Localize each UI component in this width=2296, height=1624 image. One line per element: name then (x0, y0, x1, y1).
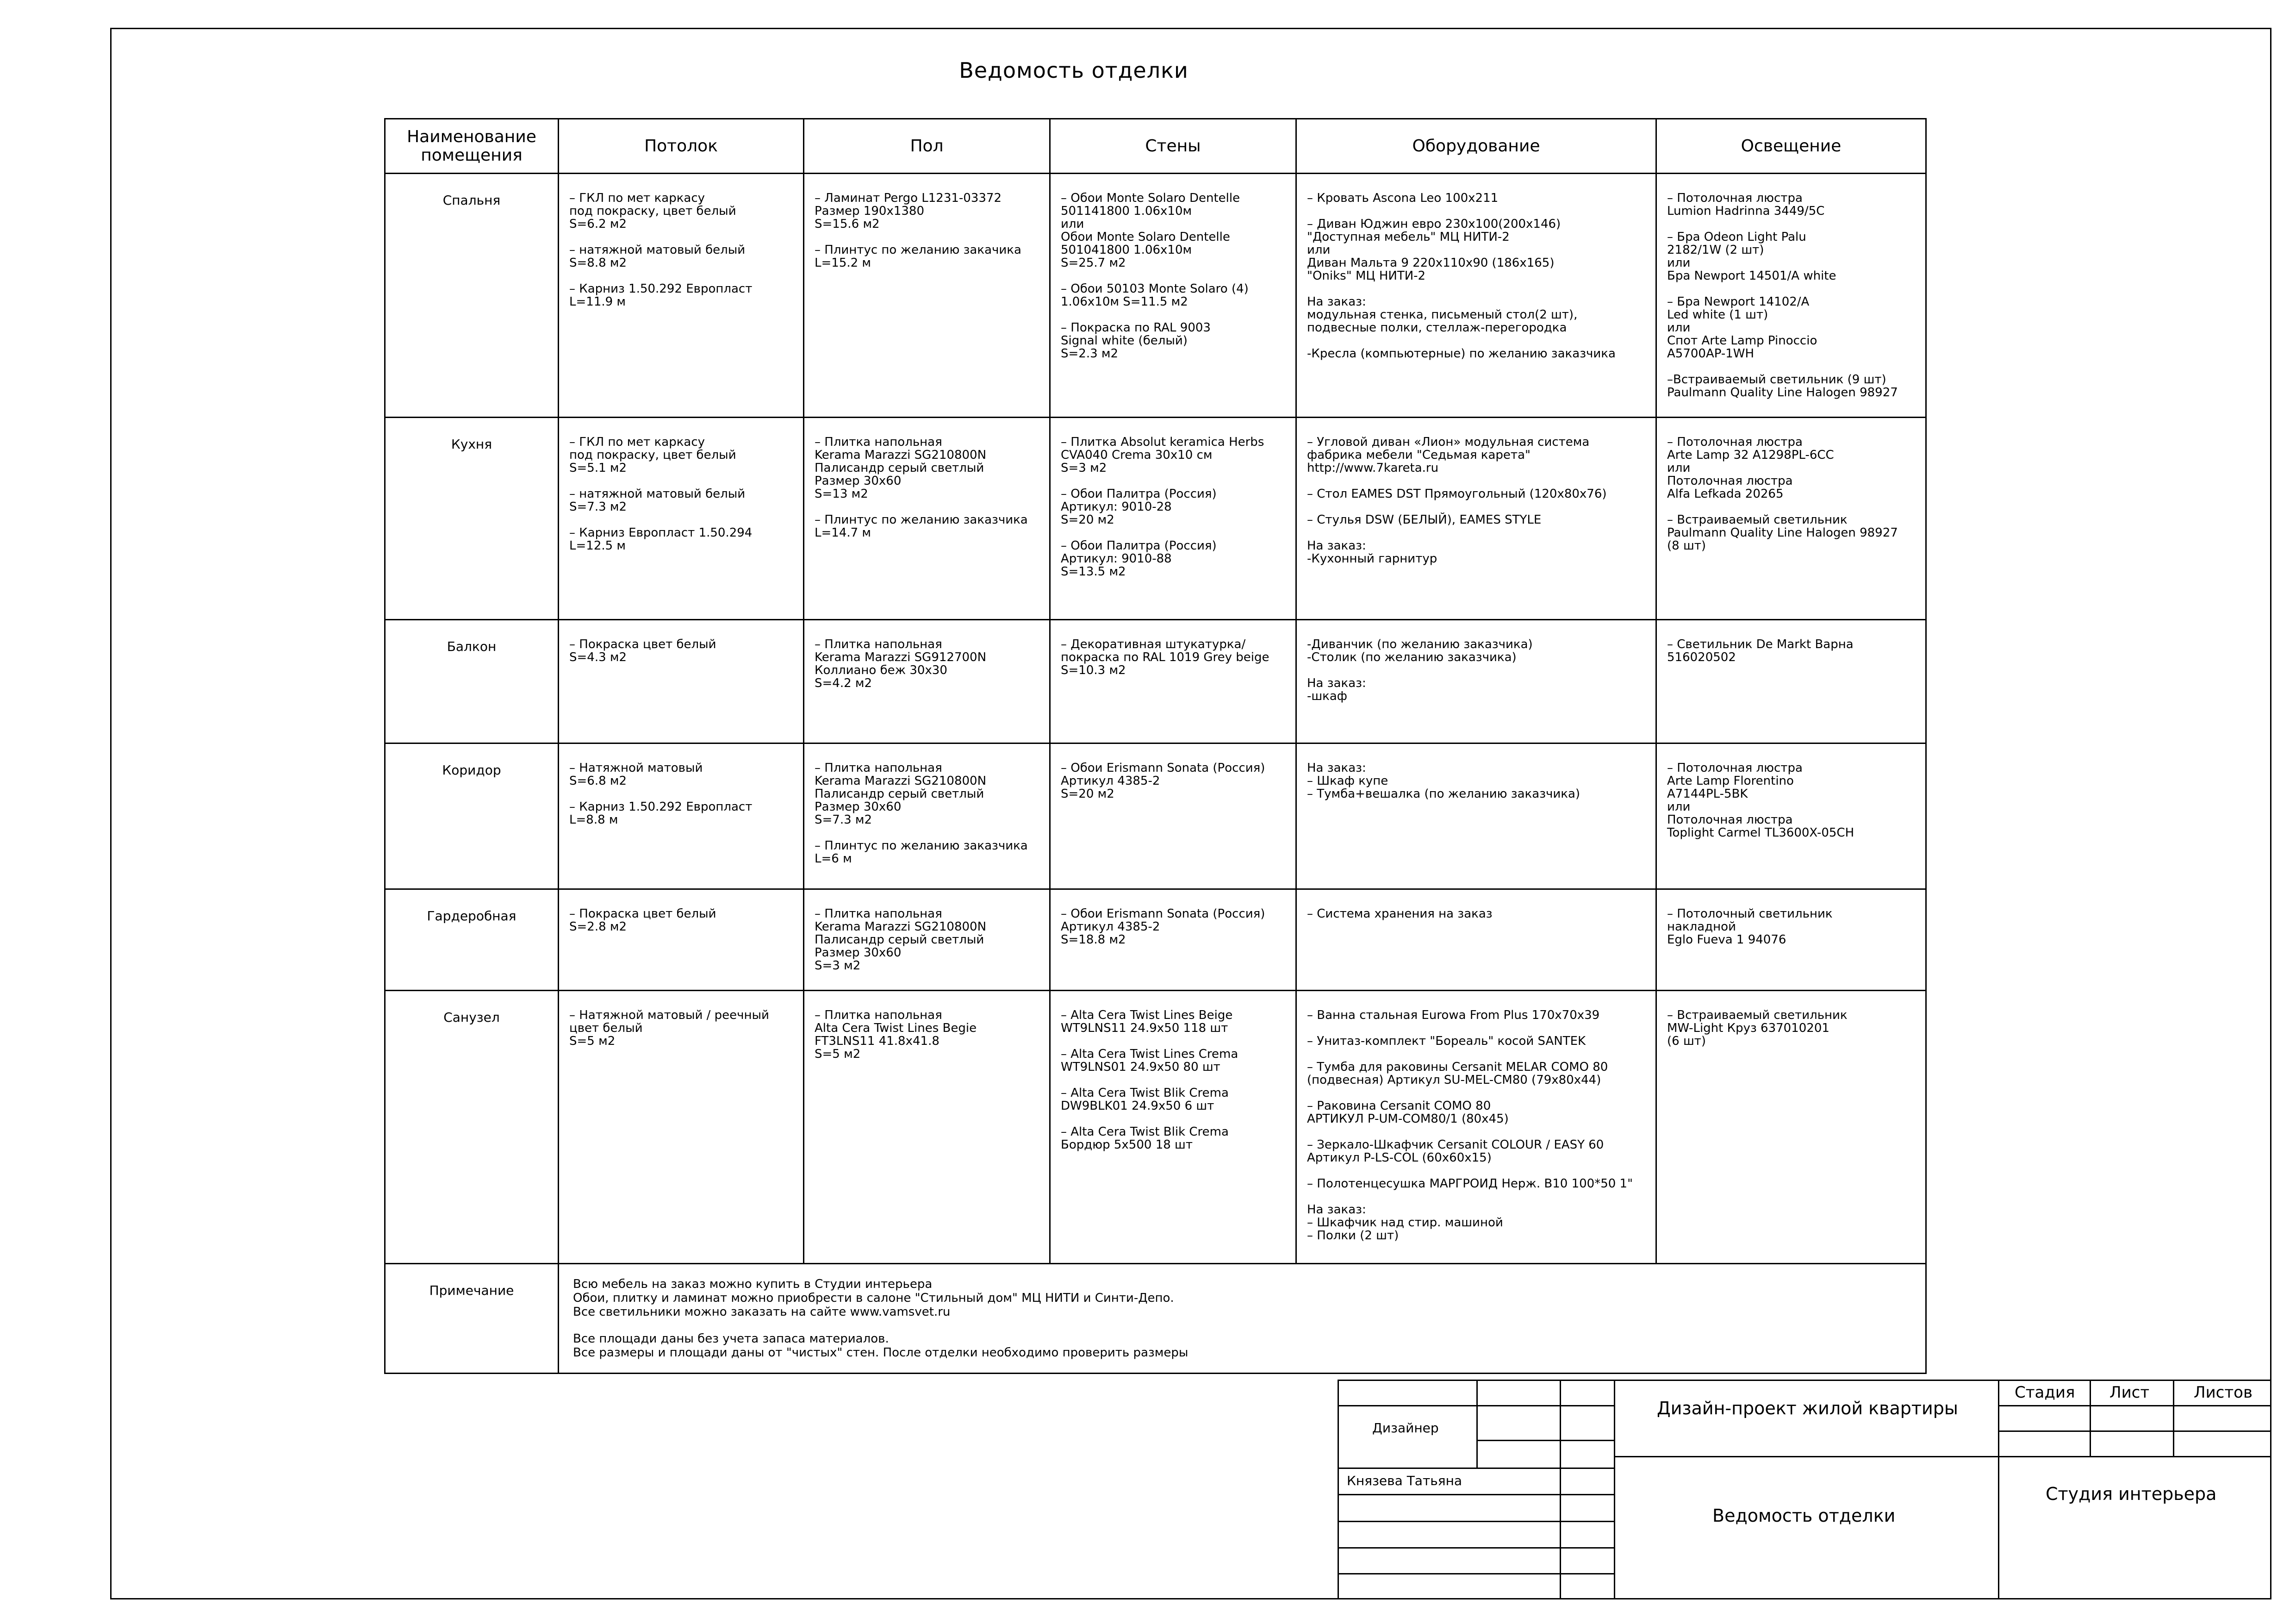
room-name: Кухня (385, 418, 559, 620)
project-name: Дизайн-проект жилой квартиры (1657, 1398, 1958, 1418)
walls-item: – Alta Cera Twist Lines Crema WT9LNS01 24.9х50 80 шт (1061, 1047, 1238, 1074)
equipment-item: На заказ: – Шкаф купе – Тумба+вешалка (по желанию заказчика) (1307, 761, 1580, 801)
room-name: Балкон (385, 620, 559, 743)
ceiling-cell (559, 418, 804, 620)
header-lighting: Освещение (1656, 119, 1926, 174)
walls-item: – Обои Erismann Sonata (Россия) Артикул 4385-2 S=18.8 м2 (1061, 907, 1265, 947)
floor-item: – Плитка напольная Kerama Marazzi SG210800N Палисандр серый светлый Размер 30х60 S=7.3 м2 (815, 761, 987, 827)
walls-item: – Покраска по RAL 9003 Signal white (белый) S=2.3 м2 (1061, 321, 1211, 361)
equipment-item: – Раковина Cersanit COMO 80 АРТИКУЛ P-UM-COM80/1 (80х45) (1307, 1099, 1509, 1126)
floor-item: – Ламинат Pergo L1231-03372 Размер 190х1380 S=15.6 м2 (815, 191, 1002, 231)
ceiling-cell (559, 889, 804, 991)
ceiling-cell (559, 743, 804, 889)
equipment-item: – Угловой диван «Лион» модульная система фабрика мебели "Седьмая карета" http://www.7kareta.ru (1307, 435, 1590, 475)
equipment-item: -Диванчик (по желанию заказчика) -Столик (по желанию заказчика) (1307, 637, 1533, 664)
ceiling-item: – Покраска цвет белый S=2.8 м2 (569, 907, 716, 934)
designer-name: Князева Татьяна (1347, 1473, 1462, 1488)
lighting-cell (1656, 418, 1926, 620)
equipment-item: – Зеркало-Шкафчик Cersanit COLOUR / EASY 60 Артикул P-LS-COL (60х60х15) (1307, 1138, 1604, 1165)
lighting-cell (1656, 889, 1926, 991)
table-header-row (385, 119, 1926, 174)
walls-item: – Alta Cera Twist Blik Crema DW9BLK01 24.9х50 6 шт (1061, 1086, 1229, 1113)
table-row (385, 418, 1926, 620)
designer-role: Дизайнер (1372, 1420, 1439, 1436)
equipment-item: На заказ: – Шкафчик над стир. машиной – Полки (2 шт) (1307, 1203, 1503, 1243)
floor-cell (804, 743, 1050, 889)
ceiling-cell (559, 174, 804, 418)
lighting-item: – Бра Odeon Light Palu 2182/1W (2 шт) или Бра Newport 14501/A white (1667, 230, 1836, 283)
walls-item: – Обои 50103 Monte Solaro (4) 1.06х10м S=11.5 м2 (1061, 282, 1249, 309)
walls-item: – Плитка Absolut keramica Herbs CVA040 Crema 30х10 см S=3 м2 (1061, 435, 1264, 475)
ceiling-item: – Карниз Европласт 1.50.294 L=12.5 м (569, 526, 753, 553)
lighting-cell (1656, 743, 1926, 889)
equipment-item: – Стулья DSW (БЕЛЫЙ), EAMES STYLE (1307, 513, 1542, 527)
equipment-item: – Унитаз-комплект "Бореаль" косой SANTEK (1307, 1034, 1586, 1048)
floor-item: – Плитка напольная Kerama Marazzi SG912700N Коллиано беж 30х30 S=4.2 м2 (815, 637, 987, 690)
table-row (385, 743, 1926, 889)
title-block (1338, 1380, 2271, 1599)
header-room: Наименование помещения (385, 119, 559, 174)
walls-item: – Alta Cera Twist Blik Crema Бордюр 5х500 18 шт (1061, 1125, 1229, 1152)
ceiling-item: – Покраска цвет белый S=4.3 м2 (569, 637, 716, 664)
equipment-item: – Тумба для раковины Cersanit MELAR COMO 80 (подвесная) Артикул SU-MEL-CM80 (79х80х44) (1307, 1060, 1608, 1087)
note-row (385, 1264, 1926, 1374)
lighting-item: – Потолочная люстра Arte Lamp Florentino A7144PL-5BK или Потолочная люстра Toplight Carmel TL3600X-05CH (1667, 761, 1854, 840)
ceiling-cell (559, 991, 804, 1264)
lighting-item: – Встраиваемый светильник Paulmann Quality Line Halogen 98927 (8 шт) (1667, 513, 1898, 553)
studio-name: Студия интерьера (2046, 1484, 2217, 1504)
lighting-cell (1656, 620, 1926, 743)
table-row (385, 174, 1926, 418)
ceiling-item: – ГКЛ по мет каркасу под покраску, цвет белый S=6.2 м2 (569, 191, 736, 231)
equipment-item: На заказ: -Кухонный гарнитур (1307, 539, 1437, 566)
lighting-item: – Бра Newport 14102/A Led white (1 шт) или Спот Arte Lamp Pinoccio A5700AP-1WH (1667, 295, 1817, 361)
equipment-cell (1296, 991, 1656, 1264)
note-text-2: Все площади даны без учета запаса материалов. Все размеры и площади даны от "чистых" стен. После отделки необходимо проверить размеры (573, 1332, 1188, 1360)
floor-item: – Плитка напольная Kerama Marazzi SG210800N Палисандр серый светлый Размер 30х60 S=13 м2 (815, 435, 987, 501)
floor-item: – Плинтус по желанию закачика L=15.2 м (815, 243, 1021, 270)
table-row (385, 620, 1926, 743)
walls-item: – Обои Erismann Sonata (Россия) Артикул 4385-2 S=20 м2 (1061, 761, 1265, 801)
walls-item: – Обои Палитра (Россия) Артикул: 9010-88 S=13.5 м2 (1061, 539, 1217, 579)
sheets-label: Листов (2194, 1383, 2253, 1402)
walls-cell (1050, 889, 1296, 991)
equipment-item: – Диван Юджин евро 230х100(200х146) "Доступная мебель" МЦ НИТИ-2 или Диван Мальта 9 220х110х90 (186х165) "Oniks" МЦ НИТИ-2 (1307, 217, 1561, 283)
floor-item: – Плитка напольная Kerama Marazzi SG210800N Палисандр серый светлый Размер 30х60 S=3 м2 (815, 907, 987, 973)
room-name: Спальня (385, 174, 559, 418)
ceiling-item: – Натяжной матовый S=6.8 м2 (569, 761, 703, 788)
ceiling-item: – натяжной матовый белый S=8.8 м2 (569, 243, 746, 270)
equipment-item: На заказ: -шкаф (1307, 676, 1366, 703)
equipment-cell (1296, 743, 1656, 889)
table-row (385, 991, 1926, 1264)
equipment-item: – Полотенцесушка МАРГРОИД Нерж. В10 100*50 1" (1307, 1177, 1633, 1191)
table-row (385, 889, 1926, 991)
floor-cell (804, 889, 1050, 991)
header-walls: Стены (1050, 119, 1296, 174)
equipment-cell (1296, 889, 1656, 991)
page-title: Ведомость отделки (959, 58, 1188, 83)
lighting-item: – Потолочный светильник накладной Eglo Fueva 1 94076 (1667, 907, 1833, 947)
note-label: Примечание (385, 1264, 559, 1374)
walls-item: – Декоративная штукатурка/ покраска по RAL 1019 Grey beige S=10.3 м2 (1061, 637, 1269, 677)
ceiling-item: – Карниз 1.50.292 Европласт L=8.8 м (569, 800, 753, 827)
equipment-item: – Система хранения на заказ (1307, 907, 1493, 921)
walls-item: – Обои Палитра (Россия) Артикул: 9010-28 S=20 м2 (1061, 487, 1217, 527)
equipment-item: – Стол EAMES DST Прямоугольный (120х80х76) (1307, 487, 1607, 501)
equipment-item: – Ванна стальная Eurowa From Plus 170х70х39 (1307, 1008, 1600, 1022)
equipment-cell (1296, 418, 1656, 620)
stage-label: Стадия (2015, 1383, 2075, 1402)
room-name: Гардеробная (385, 889, 559, 991)
ceiling-cell (559, 620, 804, 743)
header-floor: Пол (804, 119, 1050, 174)
equipment-cell (1296, 620, 1656, 743)
note-cell (559, 1264, 1926, 1374)
lighting-item: – Потолочная люстра Lumion Hadrinna 3449/5C (1667, 191, 1825, 218)
equipment-item: – Кровать Ascona Leo 100х211 (1307, 191, 1499, 205)
equipment-cell (1296, 174, 1656, 418)
ceiling-item: – ГКЛ по мет каркасу под покраску, цвет белый S=5.1 м2 (569, 435, 736, 475)
ceiling-item: – натяжной матовый белый S=7.3 м2 (569, 487, 746, 514)
header-equipment: Оборудование (1296, 119, 1656, 174)
ceiling-item: – Натяжной матовый / реечный цвет белый S=5 м2 (569, 1008, 769, 1048)
finish-schedule-table (384, 118, 1927, 1374)
walls-item: – Alta Cera Twist Lines Beige WT9LNS11 24.9х50 118 шт (1061, 1008, 1233, 1035)
lighting-cell (1656, 991, 1926, 1264)
lighting-item: – Светильник De Markt Варна 516020502 (1667, 637, 1854, 664)
header-ceiling: Потолок (559, 119, 804, 174)
sheet-label: Лист (2109, 1383, 2150, 1402)
room-name: Санузел (385, 991, 559, 1264)
ceiling-item: – Карниз 1.50.292 Европласт L=11.9 м (569, 282, 753, 309)
walls-cell (1050, 174, 1296, 418)
floor-cell (804, 174, 1050, 418)
sheet-name: Ведомость отделки (1712, 1505, 1896, 1526)
lighting-item: – Потолочная люстра Arte Lamp 32 A1298PL-6CC или Потолочная люстра Alfa Lefkada 20265 (1667, 435, 1834, 501)
equipment-item: -Кресла (компьютерные) по желанию заказчика (1307, 347, 1616, 361)
equipment-item: На заказ: модульная стенка, письменый стол(2 шт), подвесные полки, стеллаж-перегородка (1307, 295, 1578, 335)
walls-cell (1050, 620, 1296, 743)
lighting-item: – Встраиваемый светильник MW-Light Круз 637010201 (6 шт) (1667, 1008, 1848, 1048)
floor-item: – Плинтус по желанию заказчика L=6 м (815, 839, 1028, 866)
floor-cell (804, 620, 1050, 743)
walls-cell (1050, 991, 1296, 1264)
lighting-item: –Встраиваемый светильник (9 шт) Paulmann Quality Line Halogen 98927 (1667, 373, 1898, 400)
walls-cell (1050, 418, 1296, 620)
floor-cell (804, 991, 1050, 1264)
walls-item: – Обои Monte Solaro Dentelle 501141800 1.06х10м или Обои Monte Solaro Dentelle 501041800 1.06х10м S=25.7 м2 (1061, 191, 1240, 270)
note-text-1: Всю мебель на заказ можно купить в Студии интерьера Обои, плитку и ламинат можно приобрести в салоне "Стильный дом" МЦ НИТИ и Синти-Депо. Все светильники можно заказать на сайте www.vamsvet.ru (573, 1277, 1174, 1319)
walls-cell (1050, 743, 1296, 889)
floor-item: – Плинтус по желанию заказчика L=14.7 м (815, 513, 1028, 540)
lighting-cell (1656, 174, 1926, 418)
floor-item: – Плитка напольная Alta Cera Twist Lines Begie FT3LNS11 41.8х41.8 S=5 м2 (815, 1008, 977, 1061)
floor-cell (804, 418, 1050, 620)
room-name: Коридор (385, 743, 559, 889)
